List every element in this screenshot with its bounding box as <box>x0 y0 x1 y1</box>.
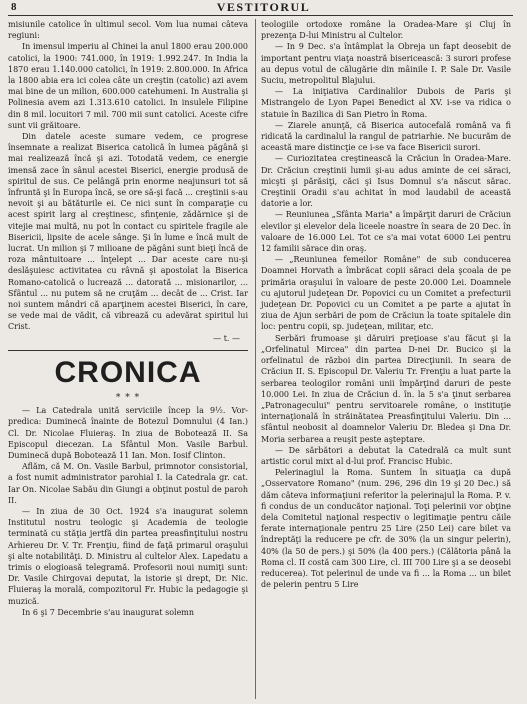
news-item-pilgrimage-rome: Pelerinagiul la Roma. Suntem în situaţia ca după „Osservatore Romano" (num. 296, 296 din 19 şi 20 Dec.) să dăm câteva informaţiuni referitor la pelerinajul la Roma. P. v. fi condus de un conducător naţional. Toţi pelerinii vor obţine dela Comitetul naţional respectiv o legitimaţie pentru căile ferate internaţionale pentru 25 Lire (250 Lei) care bilet va îndreptăţi la reducere pe cfr. de 30% (la un singur pelerin), 40% (la 50 de pers.) şi 50% (la 400 pers.) (Călătoria până la Roma cl. II costă cam 300 Lire, cl. III 700 Lire şi a se deosebi reducerea). Tot pelerinul de unde va fi ... la Roma ... un bilet de pelerin pentru 5 Lire <box>261 468 511 590</box>
news-item-appointments: Aflăm, că M. On. Vasile Barbul, primnotor consistorial, a fost numit administrator parohial I. la Catedrala gr. cat. Iar On. Nicolae Sabău din Giungi a obţinut postul de paroh II. <box>8 462 248 505</box>
news-item-theology-institute: — In ziua de 30 Oct. 1924 s'a inaugurat solemn Institutul nostru teologic şi Academia de teologie terminată cu stăţia jertfă din partea preasfinţitului nostru Arhiereu Dr. V. Tr. Frenţiu, fiind de faţă primarul oraşului şi alte notabilităţi. D. Ministru al cultelor Alex. Lapedatu a trimis o elogioasă telegramă. Profesorii noui numiţi sunt: Dr. Vasile Chirgovai deputat, la istorie şi drept, Dr. Nic. Fluieraş la morală, compozitorul Fr. Hubic la pedagogie şi muzică. <box>8 506 248 606</box>
news-item-statue: — La iniţiativa Cardinalilor Dubois de Paris şi Mistrangelo de Lyon Papei Benedict al XV. i-se va ridica o statuie în Bazilica di San Pietro în Roma. <box>261 87 511 119</box>
left-column <box>8 19 248 618</box>
news-item-catedrala: — La Catedrala unită serviciile încep la 9½. Vor-predica: Duminecă înainte de Botezul Domnului (4 Ian.) Cl. Dr. Nicolae Fluieraş. In ziua de Bobotează II. Sa Episcopul diecezan. La Sfântul Mon. Vasile Barbul. Duminecă după Bobotează 11 Ian. Mon. Iosif Clinton. <box>8 406 248 460</box>
page-number: 8 <box>11 1 17 13</box>
news-item-christmas-charity: — Curiozitatea creştinească la Crăciun în Oradea-Mare. Dr. Crăciun creştinii lumii şi-au adus aminte de cei săraci, micşti şi părăsiţi, căci şi Isus Domnul s'a născut sărac. Creştinii Oradii s'au achitat în mod laudabil de această datorie a lor. <box>261 154 511 209</box>
intro-line: misiunile catolice în ultimul secol. Vom lua numai câteva regiuni: <box>8 20 248 41</box>
news-item-reuniunea-maria: — Reuniunea „Sfânta Maria" a împărţit daruri de Crăciun elevilor şi elevelor dela liceele noastre în seara de 20 Dec. în valoare de 16.000 Lei. Tot ce s'a mai votat 6000 Lei pentru 12 familii sărace din oraş. <box>261 210 511 254</box>
commentary-paragraph: Din datele aceste sumare vedem, ce progrese însemnate a realizat Biserica catolică în lumea păgână şi mai realizează încă şi azi. Totodată vedem, ce energie imensă zace în sânul acestei Biserici, energie produsă de spiritul de sus. Ce pelângă prin enorme neajunsuri tot să înfruntă şi în Europa încă, se ore să-şi facă ... creştinii s-au nevoit şi au bătăturile ei. Ce nici sunt în comparaţie cu acest spirit larg al creştinesc, sfinţenie, zădărnice şi de vitejie mai multă, nu pot în contact cu spiritele fragile ale Bisericii, lipsite de acele sânge. Şi în lume e încă mult de lucrat. Un milion şi 7 milioane de păgâni sunt bieţi încă de roza mântuitoare ... înţelept ... Dar aceste care nu-şi deslăşuiesc activitatea cu râvnă şi apostolat la Biserica Romano-catolică o lucrează ... datorată ... misionarilor, ... Sfântul ... nu putem să ne cruţăm ... decât de ... Crist. Iar noi suntem mândri că aparţinem acestei Biserici, în care, se vede mai de vădit, că vibrează cu adevărat spiritul lui Crist. <box>8 132 248 332</box>
news-item-obreja: — In 9 Dec. s'a întâmplat la Obreja un fapt deosebit de important pentru viaţa noastră bisericească: 3 surori profese au depus votul de călugărie din mâinile I. P. Sale Dr. Vasile Suciu, metropolitul Blajului. <box>261 42 511 86</box>
article-signature: — t. — <box>213 333 240 343</box>
news-item-reuniunea-femeilor: — „Reuniunea femeilor Române" de sub conducerea Doamnei Horvath a îmbrăcat copii săraci dela şcoala de pe primăria oraşului în valoare de peste 20.000 Lei. Doamnele cu ajutorul judeţean Dr. Popovici cu un Comitet a prefecturii judeţean Dr. Popovici cu un Comitet a pe parte a ajutat în ziua de Ajun serbări de pom de Crăciun la toate spitalele din loc: pentru copii, sp. judeţean, militar, etc. <box>261 255 511 332</box>
masthead-title: VESTITORUL <box>216 0 311 14</box>
statistics-paragraph: In imensul imperiu al Chinei la anul 1800 erau 200.000 catolici, la 1900: 741.000, în 1919: 1.992.247. In India la 1870 erau 1.140.000 catolici, în 1919: 2.800.000. In Africa la 1800 abia era ici colea câte un creştin (catolic) azi avem mai bine de un milion, 600.000 catehumeni. In Australia şi Polinesia avem azi 1.313.610 catolici. In insulele Filipine din 8 mil. locuitori 7 mil. 700 mii sunt catolici. Aceste cifre sunt vii grăitoare. <box>8 42 248 130</box>
section-stars: * * * <box>115 392 141 403</box>
news-item-continuation: teologiile ortodoxe române la Oradea-Mare şi Cluj în prezenţa D-lui Ministru al Cultelor. <box>261 20 511 41</box>
right-column <box>261 19 511 590</box>
news-item-celebrations: Serbări frumoase şi dăruiri preţioase s'au făcut şi la „Orfelinatul Mircea" din partea D-nei Dr. Bucico şi la orfelinatul de război din partea Direcţiunii. In seara de Crăciun II. S. Episcopul Dr. Valeriu Tr. Frenţiu a luat parte la serbarea teologilor români unii împărţind daruri de peste 10.000 Lei. In ziua de Crăciun d. în. la 5 s'a ţinut serbarea „Patronagecului" pentru servitoarele române, o instituţie internaţională în străinătatea Preasfinţitului Valeriu. Din ... sfântul neobosit al doamnelor Valeriu Dr. Bledea şi Dna Dr. Moria serbarea a reuşit peste aşteptare. <box>261 333 511 444</box>
section-rule <box>8 350 248 351</box>
news-item-choir: — De sărbători a debutat la Catedrală ca mult sunt artistic corul mixt al d-lui prof. Francisc Hubic. <box>261 445 511 466</box>
news-item-december: In 6 şi 7 Decembrie s'au inaugurat solemn <box>22 607 195 617</box>
section-title-cronica: CRONICA <box>54 355 202 389</box>
header-rule <box>8 15 513 16</box>
news-item-patriarchy: — Ziarele anunţă, că Biserica autocefală română va fi ridicată la cardinalul la rangul de patriarhie. Ne bucurăm de această mare distincţie ce i-se va face Bisericii surori. <box>261 120 511 153</box>
column-divider <box>255 19 256 699</box>
